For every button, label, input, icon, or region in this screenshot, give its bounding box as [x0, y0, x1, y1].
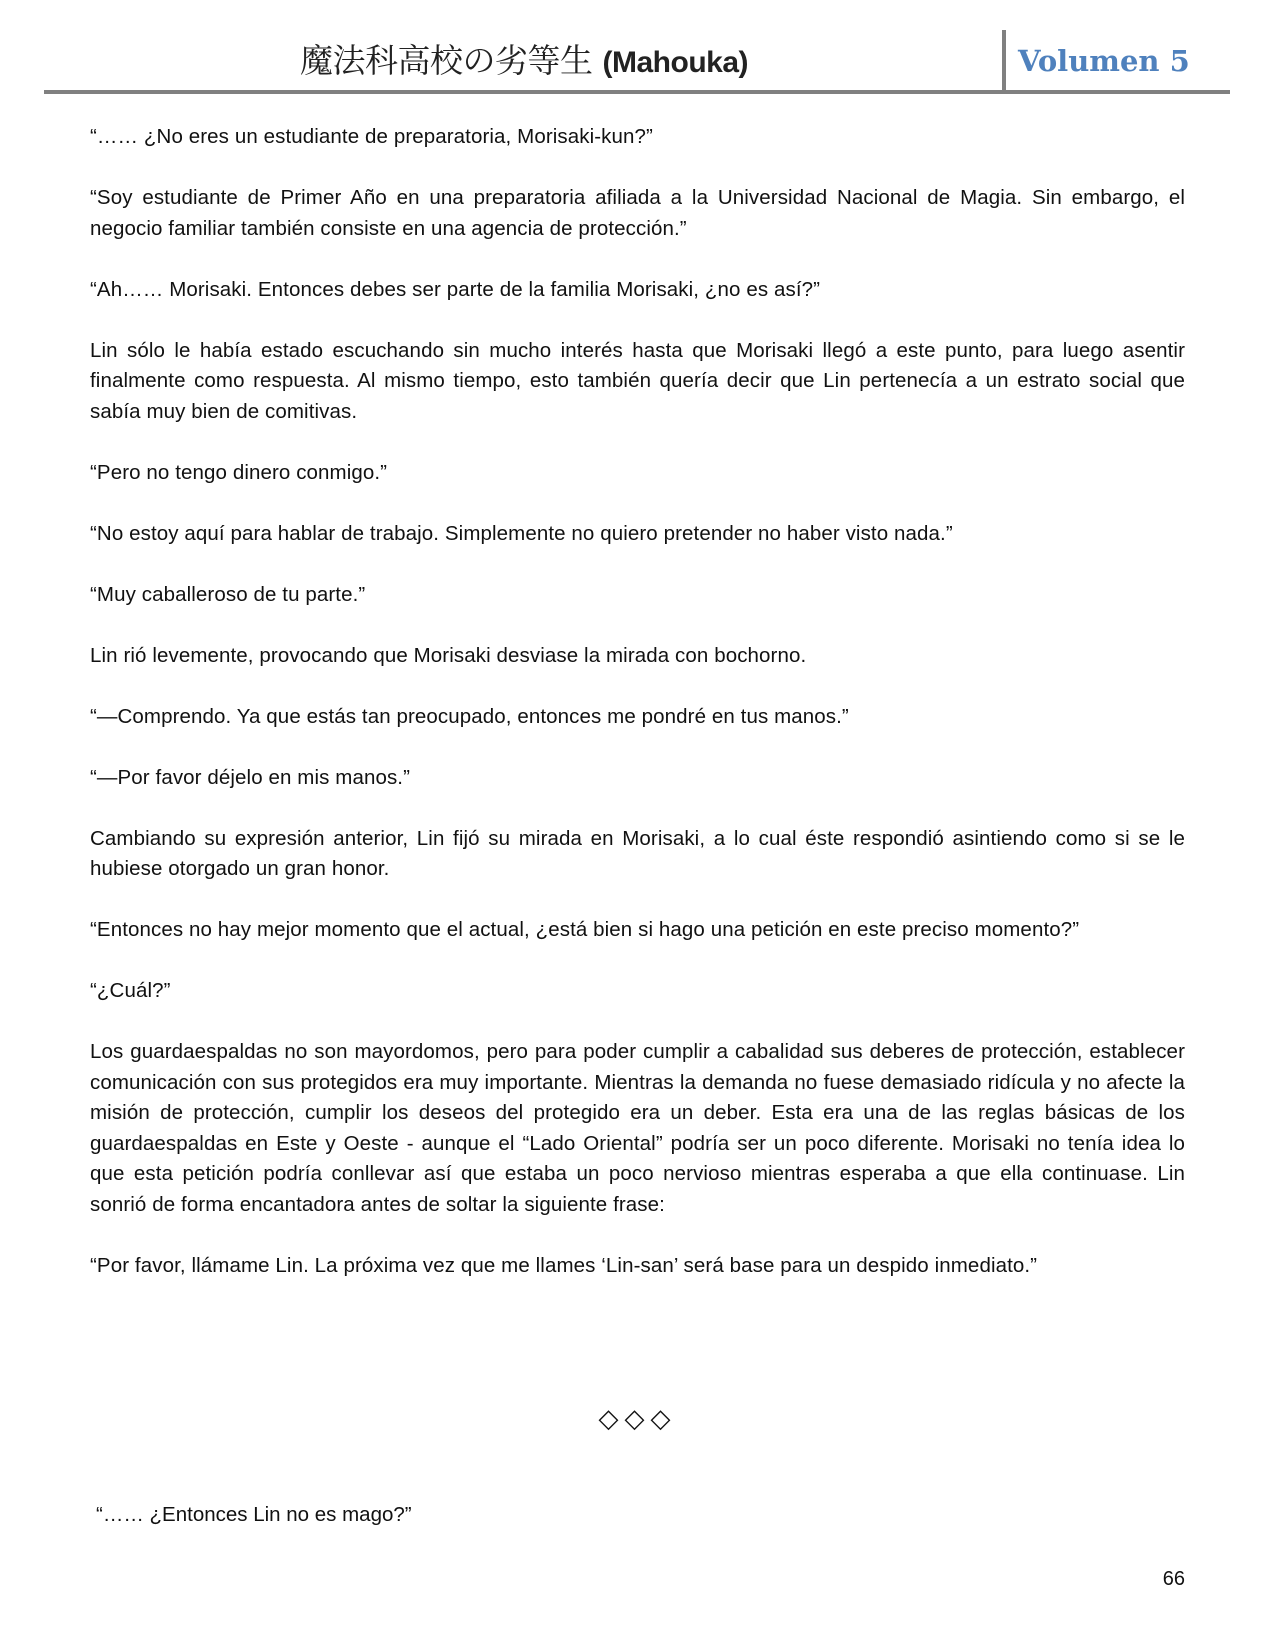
header-title [44, 36, 1004, 86]
paragraph: “Muy caballeroso de tu parte.” [90, 582, 366, 606]
header-volume: Volumen 5 [1018, 44, 1190, 78]
paragraph: Los guardaespaldas no son mayordomos, pero para poder cumplir a cabalidad sus deberes de protección, establecer comunicación con sus protegidos era muy importante. Mientras la demanda no fuese demasiado ridícula y no afecte la misión de protección, cumplir los deseos del protegido era un deber. Esta era una de las reglas básicas de los guardaespaldas en Este y Oeste - aunque el “Lado Oriental” podría ser un poco diferente. Morisaki no tenía idea lo que esta petición podría conllevar así que estaba un poco nervioso mientras esperaba a que ella continuase. Lin sonrió de forma encantadora antes de soltar la siguiente frase: [90, 1040, 1185, 1216]
paragraph: Lin rió levemente, provocando que Morisaki desviase la mirada con bochorno. [90, 643, 807, 667]
header-title-latin: (Mahouka) [602, 46, 748, 79]
paragraph: “Entonces no hay mejor momento que el actual, ¿está bien si hago una petición en este preciso momento?” [90, 918, 1080, 941]
body-text [90, 122, 1185, 1312]
paragraph: “Por favor, llámame Lin. La próxima vez que me llames ‘Lin-san’ será base para un despido inmediato.” [90, 1253, 1038, 1277]
paragraph: “Pero no tengo dinero conmigo.” [90, 460, 388, 484]
paragraph: “¿Cuál?” [90, 979, 171, 1002]
paragraph: Lin sólo le había estado escuchando sin mucho interés hasta que Morisaki llegó a este punto, para luego asentir finalmente como respuesta. Al mismo tiempo, esto también quería decir que Lin pertenecía a un estrato social que sabía muy bien de comitivas. [90, 338, 1185, 423]
paragraph: “—Por favor déjelo en mis manos.” [90, 765, 411, 789]
paragraph: “No estoy aquí para hablar de trabajo. Simplemente no quiero pretender no haber visto nada.” [90, 521, 953, 545]
paragraph: “Soy estudiante de Primer Año en una preparatoria afiliada a la Universidad Nacional de Magia. Sin embargo, el negocio familiar también consiste en una agencia de protección.” [90, 186, 1185, 240]
paragraph: “—Comprendo. Ya que estás tan preocupado, entonces me pondré en tus manos.” [90, 704, 849, 728]
scene-separator-diamonds: ◇◇◇ [598, 1404, 677, 1434]
header-title-japanese: 魔法科高校の劣等生 [300, 41, 593, 80]
paragraph: “…… ¿No eres un estudiante de preparatoria, Morisaki-kun?” [90, 125, 653, 148]
paragraph: Cambiando su expresión anterior, Lin fijó su mirada en Morisaki, a lo cual éste respondió asintiendo como si se le hubiese otorgado un gran honor. [90, 826, 1185, 880]
header-rule [44, 90, 1230, 94]
page-number: 66 [1162, 1568, 1185, 1590]
paragraph-last: “…… ¿Entonces Lin no es mago?” [96, 1503, 412, 1526]
header-divider [1002, 30, 1006, 94]
paragraph: “Ah…… Morisaki. Entonces debes ser parte de la familia Morisaki, ¿no es así?” [90, 277, 821, 301]
